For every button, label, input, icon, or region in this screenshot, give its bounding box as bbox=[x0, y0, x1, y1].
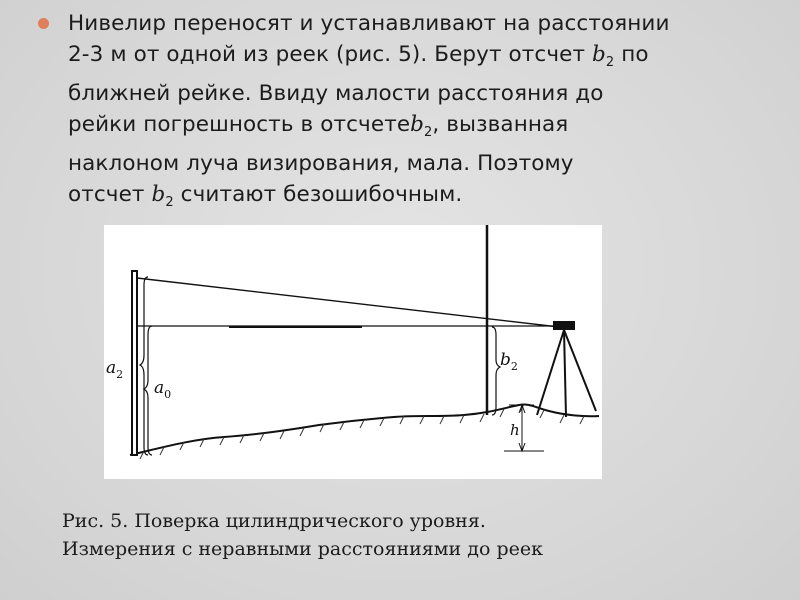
label-h: h bbox=[510, 421, 520, 439]
paragraph-line: Нивелир переносят и устанавливают на расстоянии bbox=[68, 11, 670, 36]
inclined-sight-line bbox=[137, 278, 559, 327]
paragraph-line: наклоном луча визирования, мала. Поэтому bbox=[68, 151, 574, 176]
caption-line: Измерения с неравными расстояниями до реек bbox=[62, 538, 543, 560]
subscript: 2 bbox=[165, 195, 174, 210]
brace-b2 bbox=[492, 327, 500, 415]
bullet-marker bbox=[38, 18, 49, 29]
brace-a0 bbox=[144, 326, 152, 455]
label-b2: $b_2$ bbox=[500, 350, 518, 373]
variable-b: b bbox=[592, 42, 606, 67]
paragraph-line: отсчет $b_2$ считают безошибочным. bbox=[68, 182, 463, 210]
tripod bbox=[537, 330, 596, 417]
brace-a2 bbox=[140, 277, 148, 455]
variable-b: b bbox=[410, 112, 425, 137]
paragraph bbox=[68, 8, 748, 218]
paragraph-line: рейки погрешность в отсчетеb$_2$, вызванная bbox=[68, 112, 569, 140]
diagram-svg bbox=[104, 225, 602, 479]
subscript: 2 bbox=[605, 55, 615, 70]
level-instrument bbox=[553, 321, 575, 330]
paragraph-line: 2-3 м от одной из реек (рис. 5). Берут отсчет $b_2$ по bbox=[68, 42, 649, 70]
label-a2: $a_2$ bbox=[106, 358, 124, 381]
caption-line: Рис. 5. Поверка цилиндрического уровня. bbox=[62, 510, 486, 532]
variable-b: b bbox=[151, 182, 166, 207]
leveling-diagram bbox=[104, 225, 602, 479]
subscript: 2 bbox=[424, 125, 433, 140]
ground-line bbox=[130, 404, 599, 455]
figure-caption bbox=[62, 507, 543, 563]
label-a0: $a_0$ bbox=[154, 378, 172, 401]
far-rod bbox=[132, 271, 137, 455]
paragraph-line: ближней рейке. Ввиду малости расстояния до bbox=[68, 81, 604, 106]
